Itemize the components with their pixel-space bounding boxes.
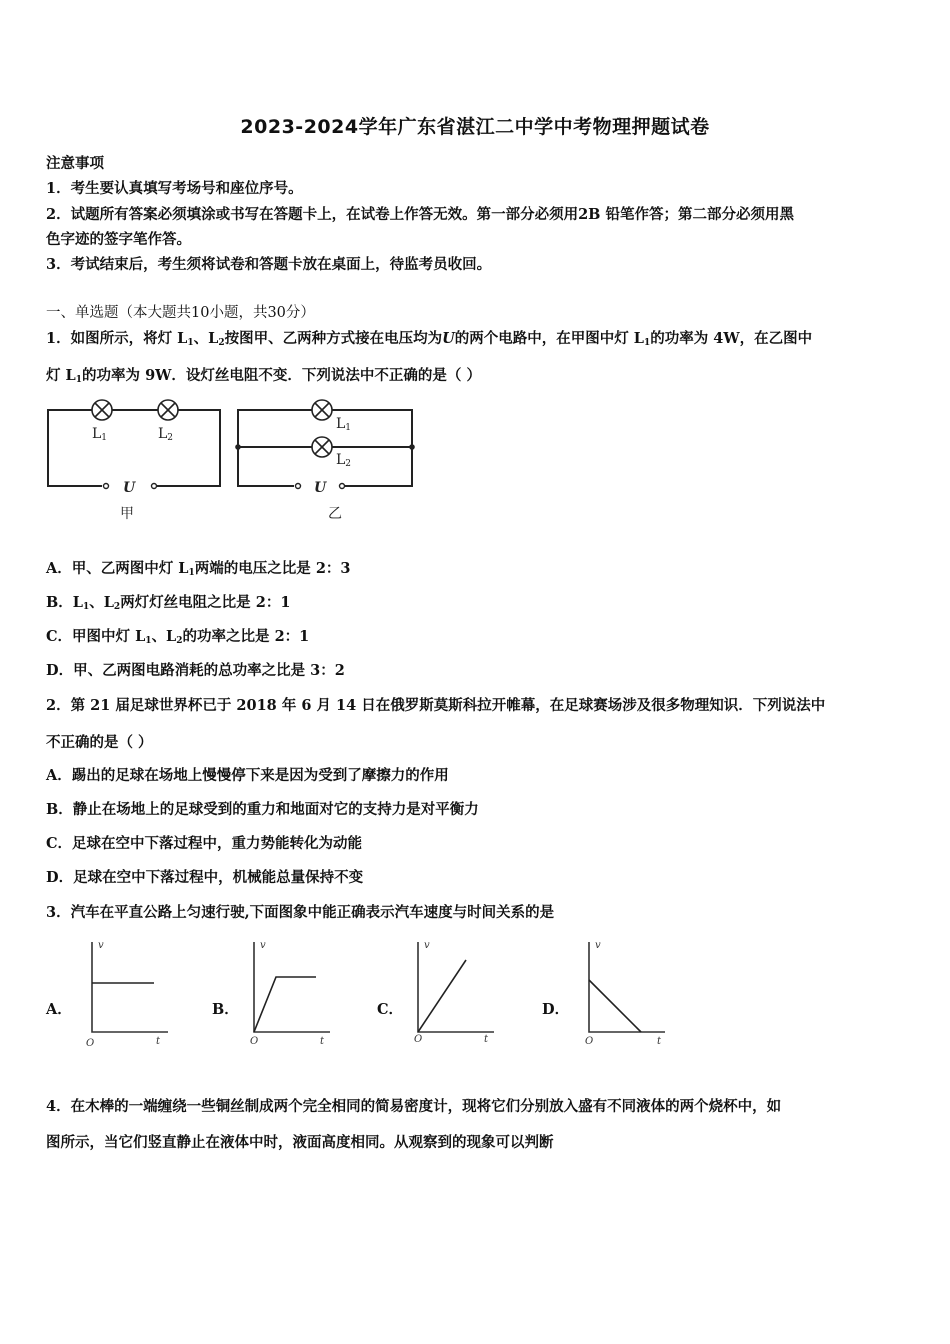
q3-option-d-label[interactable]: D． xyxy=(542,1001,570,1018)
axis-label-v: v xyxy=(424,940,430,951)
label-l2: L2 xyxy=(336,452,352,469)
label-u: U xyxy=(123,480,136,496)
q2-option-b[interactable]: B．静止在场地上的足球受到的重力和地面对它的支持力是对平衡力 xyxy=(46,801,479,818)
q3-graph-d[interactable] xyxy=(581,940,671,1050)
label-u: U xyxy=(314,480,327,496)
axis-label-t: t xyxy=(484,1034,489,1045)
velocity-line xyxy=(254,977,316,1032)
section-heading: 一、单选题（本大题共10小题，共30分） xyxy=(46,305,315,321)
axis-label-t: t xyxy=(657,1036,662,1047)
notice-item: 3．考试结束后，考生须将试卷和答题卡放在桌面上，待监考员收回。 xyxy=(46,256,492,273)
q2-stem-line2: 不正确的是（ ） xyxy=(46,734,153,751)
notice-item: 色字迹的签字笔作答。 xyxy=(46,231,191,248)
q2-option-a[interactable]: A．踢出的足球在场地上慢慢停下来是因为受到了摩擦力的作用 xyxy=(46,767,449,784)
circuit-diagram-yi xyxy=(232,398,422,528)
notice-item: 1．考生要认真填写考场号和座位序号。 xyxy=(46,180,303,197)
circuit-diagram-jia xyxy=(40,398,230,528)
q1-option-c[interactable]: C．甲图中灯 $L_1$、$L_2$的功率之比是 2：1 xyxy=(46,628,310,646)
origin-label: O xyxy=(414,1034,423,1045)
terminal-icon xyxy=(296,484,301,489)
origin-label: O xyxy=(585,1036,594,1047)
terminal-icon xyxy=(104,484,109,489)
q4-stem-line2: 图所示，当它们竖直静止在液体中时，液面高度相同。从观察到的现象可以判断 xyxy=(46,1134,554,1151)
figure-caption-jia: 甲 xyxy=(120,506,134,522)
q3-option-b-label[interactable]: B． xyxy=(212,1001,239,1018)
terminal-icon xyxy=(152,484,157,489)
label-l2: L2 xyxy=(158,426,174,443)
axis-label-v: v xyxy=(595,940,601,951)
label-l1: L1 xyxy=(92,426,108,443)
axis-label-v: v xyxy=(260,940,266,951)
q2-stem-line1: 2．第 21 届足球世界杯已于 2018 年 6 月 14 日在俄罗斯莫斯科拉开帷幕，在足球赛场涉及很多物理知识．下列说法中 xyxy=(46,697,826,714)
q1-stem-line1: 1．如图所示，将灯 $L_1$、$L_2$按图甲、乙两种方式接在电压均为U的两个电路中，在甲图中灯 $L_1$的功率为 4W，在乙图中 xyxy=(46,330,813,348)
q2-option-c[interactable]: C．足球在空中下落过程中，重力势能转化为动能 xyxy=(46,835,363,852)
velocity-line xyxy=(589,980,641,1032)
q1-option-d[interactable]: D．甲、乙两图电路消耗的总功率之比是 3：2 xyxy=(46,662,345,679)
q2-option-d[interactable]: D．足球在空中下落过程中，机械能总量保持不变 xyxy=(46,869,364,886)
q3-graph-b[interactable] xyxy=(246,940,336,1050)
label-l1: L1 xyxy=(336,416,352,433)
origin-label: O xyxy=(86,1038,95,1049)
velocity-line xyxy=(418,960,466,1032)
notice-item: 2．试题所有答案必须填涂或书写在答题卡上，在试卷上作答无效。第一部分必须用2B 铅笔作答；第二部分必须用黑 xyxy=(46,206,794,223)
q3-option-a-label[interactable]: A． xyxy=(46,1001,72,1018)
q3-stem: 3．汽车在平直公路上匀速行驶,下面图象中能正确表示汽车速度与时间关系的是 xyxy=(46,904,555,921)
notice-heading: 注意事项 xyxy=(46,155,104,172)
q4-stem-line1: 4．在木棒的一端缠绕一些铜丝制成两个完全相同的简易密度计，现将它们分别放入盛有不同液体的两个烧杯中，如 xyxy=(46,1098,782,1115)
origin-label: O xyxy=(250,1036,259,1047)
terminal-icon xyxy=(340,484,345,489)
q3-graph-a[interactable] xyxy=(84,940,174,1050)
figure-caption-yi: 乙 xyxy=(328,506,342,522)
q3-graph-c[interactable] xyxy=(410,940,500,1050)
axis-label-t: t xyxy=(156,1036,161,1047)
q1-stem-line2: 灯 $L_1$的功率为 9W．设灯丝电阻不变．下列说法中不正确的是（ ） xyxy=(46,367,481,385)
axis-label-t: t xyxy=(320,1036,325,1047)
page-title: 2023-2024学年广东省湛江二中学中考物理押题试卷 xyxy=(240,116,710,138)
q1-option-a[interactable]: A．甲、乙两图中灯 $L_1$两端的电压之比是 2：3 xyxy=(46,560,351,578)
q1-option-b[interactable]: B．$L_1$、$L_2$两灯灯丝电阻之比是 2：1 xyxy=(46,594,291,612)
q3-option-c-label[interactable]: C． xyxy=(377,1001,404,1018)
axis-label-v: v xyxy=(98,940,104,951)
